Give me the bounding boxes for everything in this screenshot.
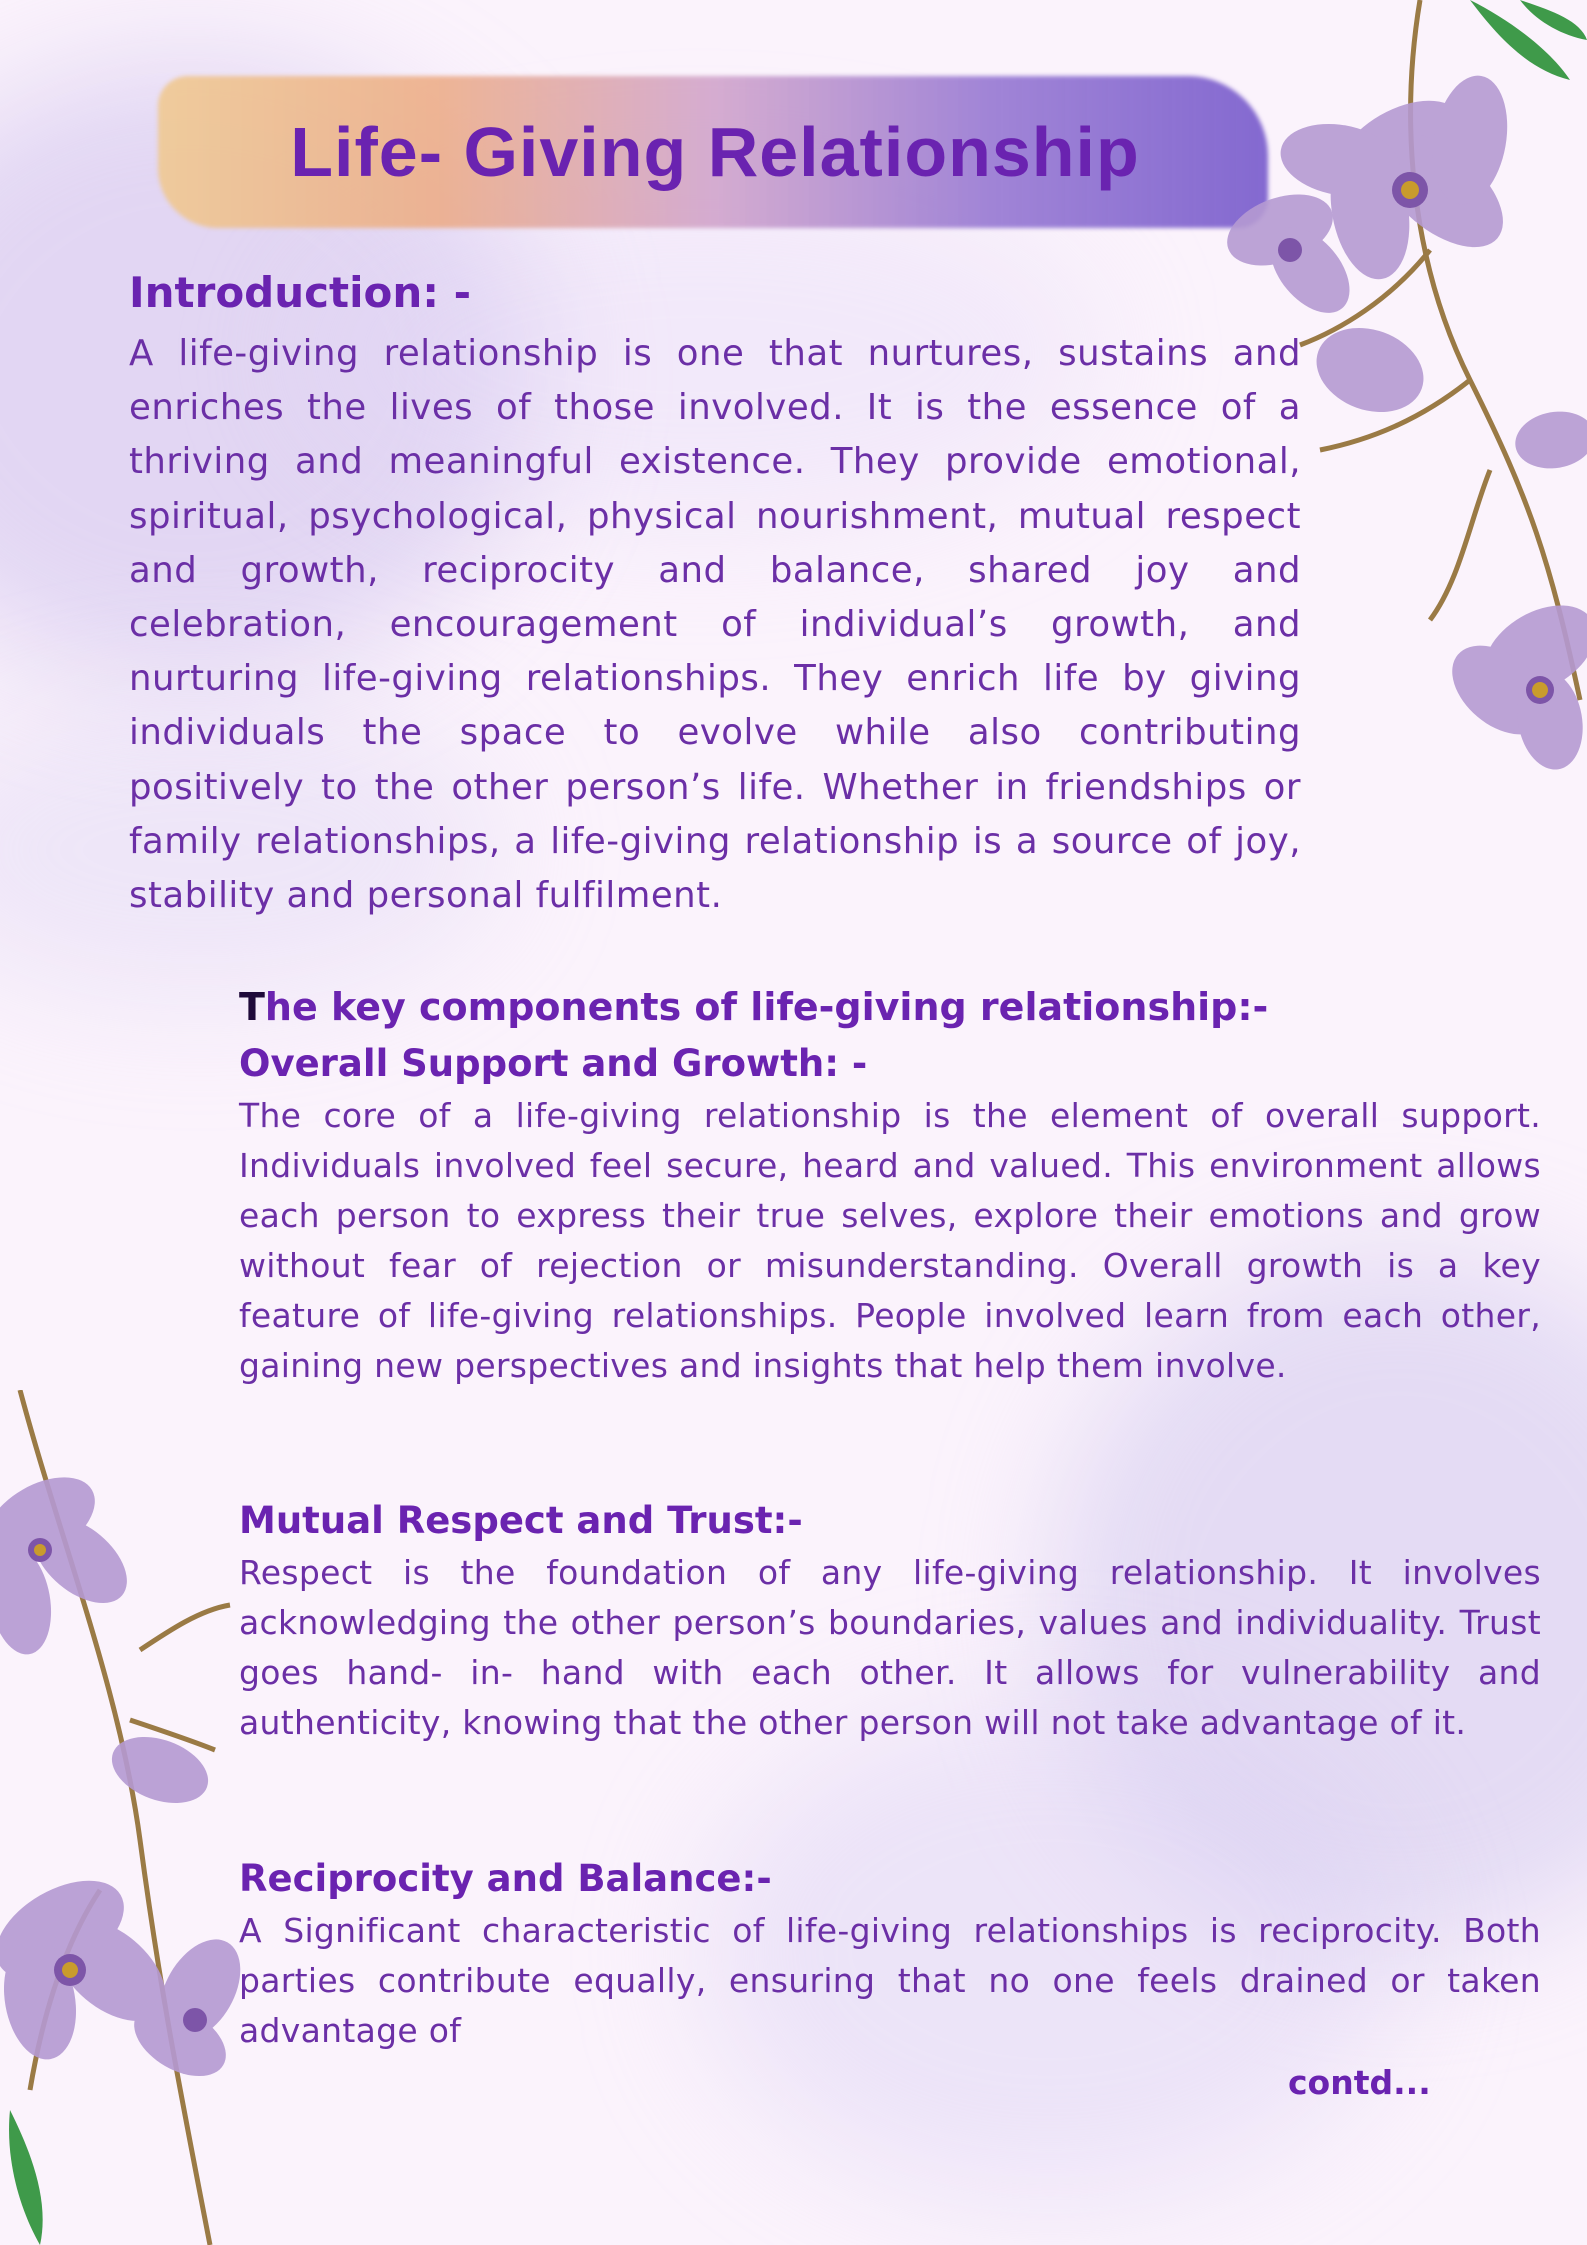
introduction-heading: Introduction: -	[129, 268, 472, 317]
section-heading: Reciprocity and Balance:-	[239, 1857, 772, 1900]
section-heading: Overall Support and Growth: -	[239, 1042, 868, 1085]
key-components-heading	[239, 985, 1541, 1029]
section-support-growth	[239, 1042, 1541, 1391]
page-title: Life- Giving Relationship	[290, 113, 1140, 191]
section-respect-trust	[239, 1499, 1541, 1748]
key-components-block	[239, 985, 1541, 1029]
section-paragraph: A Significant characteristic of life-giving relationships is reciprocity. Both parties contribute equally, ensuring that no one feels drained or taken advantage of	[239, 1911, 1541, 2050]
introduction-paragraph: A life-giving relationship is one that nurtures, sustains and enriches the lives of those involved. It is the essence of a thriving and meaningful existence. They provide emotional, spiritual, psychological, physical nourishment, mutual respect and growth, reciprocity and balance, shared joy and celebration, encouragement of individual’s growth, and nurturing life-giving relationships. They enrich life by giving individuals the space to evolve while also contributing positively to the other person’s life. Whether in friendships or family relationships, a life-giving relationship is a source of joy, stability and personal fulfilment.	[129, 333, 1301, 917]
key-components-heading-text: he key components of life-giving relationship:-	[264, 985, 1269, 1029]
section-paragraph: Respect is the foundation of any life-giving relationship. It involves acknowledging the other person’s boundaries, values and individuality. Trust goes hand- in- hand with each other. It allows for vulnerability and authenticity, knowing that the other person will not take advantage of it.	[239, 1553, 1541, 1742]
section-paragraph: The core of a life-giving relationship is the element of overall support. Individuals involved feel secure, heard and valued. This environment allows each person to express their true selves, explore their emotions and grow without fear of rejection or misunderstanding. Overall growth is a key feature of life-giving relationships. People involved learn from each other, gaining new perspectives and insights that help them involve.	[239, 1096, 1541, 1385]
section-reciprocity-balance	[239, 1857, 1541, 2056]
key-components-heading-initial: T	[239, 985, 265, 1029]
section-heading: Mutual Respect and Trust:-	[239, 1499, 803, 1542]
continued-label: contd...	[1288, 2063, 1431, 2102]
